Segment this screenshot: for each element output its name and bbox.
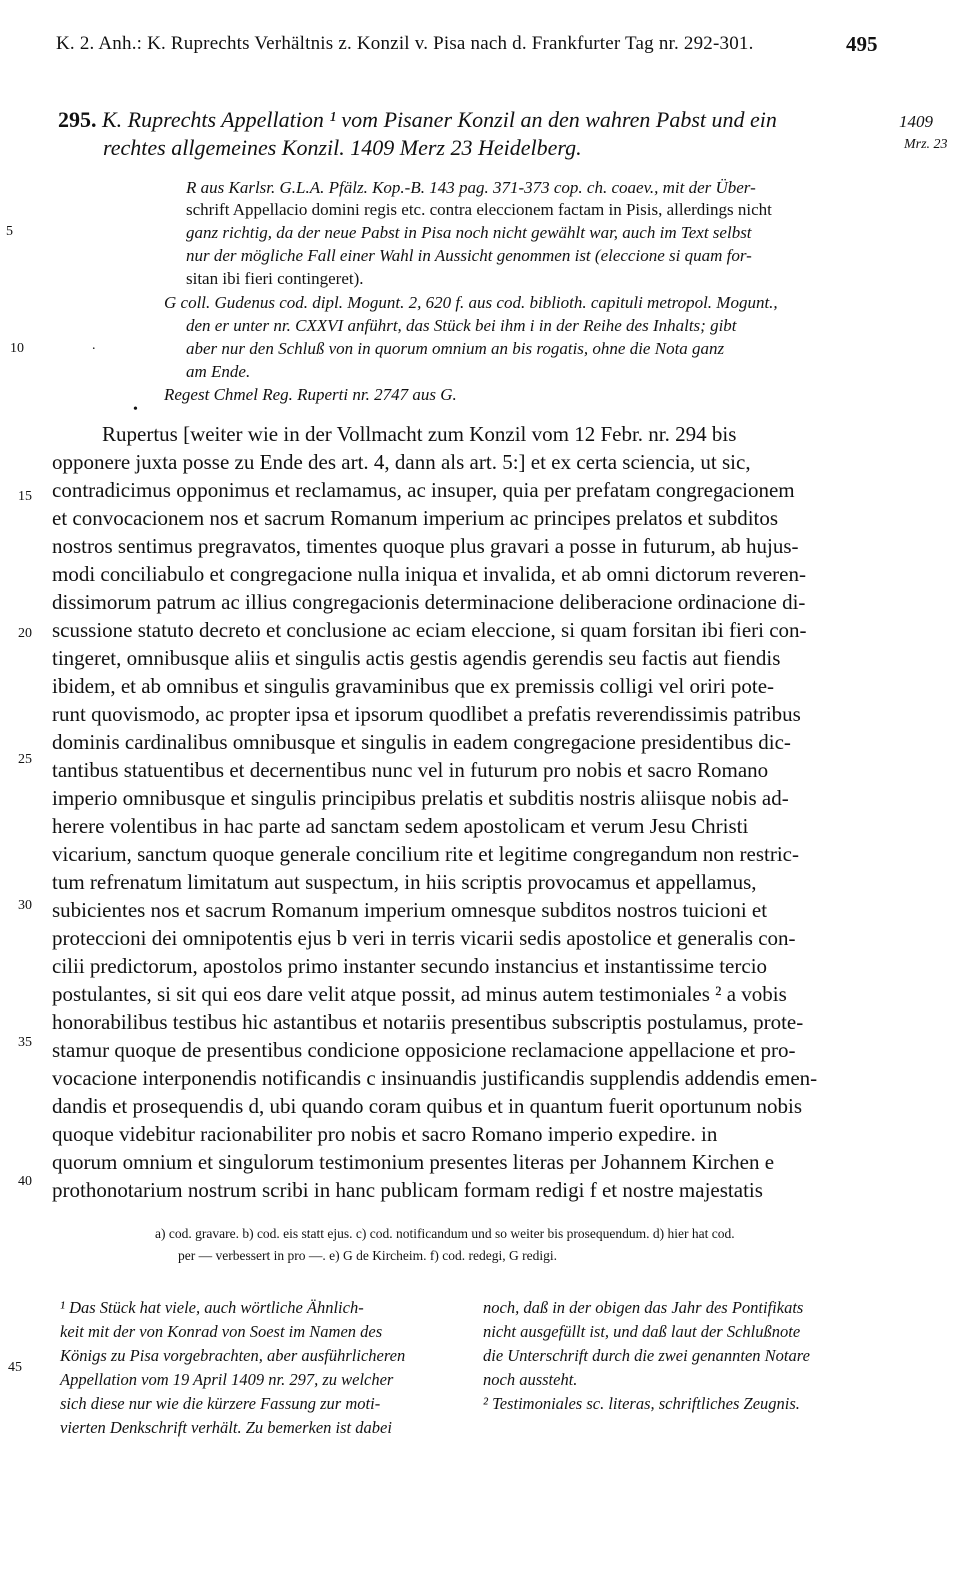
footnote-line: keit mit der von Konrad von Soest im Namen des (60, 1322, 383, 1341)
body-line: opponere juxta posse zu Ende des art. 4, dann als art. 5:] et ex certa sciencia, ut sic, (52, 450, 751, 474)
footnote-line: die Unterschrift durch die zwei genannten Notare (483, 1346, 810, 1365)
body-line: vicarium, sanctum quoque generale concilium rite et legitime congregandum non restric- (52, 842, 799, 866)
body-line: nostros sentimus pregravatos, timentes quoque plus gravari a posse in futurum, ab hujus- (52, 534, 799, 558)
body-line: tingeret, omnibusque aliis et singulis actis gestis agendis gerendis seu factis aut fiendis (52, 646, 781, 670)
body-line: tum refrenatum limitatum aut suspectum, in hiis scriptis provocamus et appellamus, (52, 870, 757, 894)
body-line: prothonotarium nostrum scribi in hanc publicam formam redigi f et nostre majestatis (52, 1178, 763, 1202)
line-number: 25 (18, 752, 32, 767)
body-line: runt quovismodo, ac propter ipsa et ipsorum quodlibet a prefatis reverendissimis patribus (52, 702, 801, 726)
body-line: dandis et prosequendis d, ubi quando coram quibus et in quantum fuerit oportunum nobis (52, 1094, 803, 1118)
line-number: 35 (18, 1035, 32, 1050)
textual-note: per — verbessert in pro —. e) G de Kircheim. f) cod. redegi, G redigi. (178, 1248, 557, 1263)
page-number: 495 (846, 32, 878, 56)
body-line: cilii predictorum, apostolos primo instanter secundo instancius et instantissime tercio (52, 954, 768, 978)
line-number: 20 (18, 626, 32, 641)
stray-mark: • (133, 402, 138, 417)
footnote-line: ¹ Das Stück hat viele, auch wörtliche Ähnlich- (60, 1298, 364, 1317)
title-text-1: K. Ruprechts Appellation ¹ vom Pisaner Konzil an den wahren Pabst und ein (102, 107, 777, 132)
footnote-line: vierten Denkschrift verhält. Zu bemerken ist dabei (60, 1418, 392, 1437)
line-number: 30 (18, 898, 32, 913)
footnote-line: noch, daß in der obigen das Jahr des Pontifikats (483, 1298, 804, 1317)
line-number: 40 (18, 1174, 32, 1189)
body-line: et convocacionem nos et sacrum Romanum imperium ac principes prelatos et subditos (52, 506, 779, 530)
line-number: 5 (6, 224, 13, 239)
line-number: 45 (8, 1360, 22, 1375)
body-line: vocacione interponendis notificandis c insinuandis justificandis supplendis addendis emen- (52, 1066, 818, 1090)
body-line: dissimorum patrum ac illius congregacionis determinacione deliberacione ordinacione di- (52, 590, 806, 614)
textual-note: a) cod. gravare. b) cod. eis statt ejus. c) cod. notificandum und so weiter bis prosequendum. d) hier hat cod. (155, 1226, 735, 1241)
body-line: modi conciliabulo et congregacione nulla iniqua et invalida, et ab omni dictorum reveren- (52, 562, 806, 586)
footnote-line: Königs zu Pisa vorgebrachten, aber ausführlicheren (60, 1346, 406, 1365)
body-line: quorum omnium et singulorum testimonium presentes literas per Johannem Kirchen e (52, 1150, 775, 1174)
source-line: G coll. Gudenus cod. dipl. Mogunt. 2, 620 f. aus cod. biblioth. capituli metropol. Mogunt., (164, 293, 778, 312)
source-line: den er unter nr. CXXVI anführt, das Stück bei ihm i in der Reihe des Inhalts; gibt (186, 316, 737, 335)
document-number: 295. (58, 107, 97, 132)
margin-year: 1409 (899, 112, 933, 131)
source-line: nur der mögliche Fall einer Wahl in Aussicht genommen ist (eleccione si quam for- (186, 246, 752, 265)
source-line: schrift Appellacio domini regis etc. contra eleccionem factam in Pisis, allerdings nicht (186, 200, 772, 219)
footnote-line: nicht ausgefüllt ist, und daß laut der Schlußnote (483, 1322, 801, 1341)
body-line: scussione statuto decreto et conclusione ac eciam eleccione, si quam forsitan ibi fieri con- (52, 618, 807, 642)
regest-line: Regest Chmel Reg. Ruperti nr. 2747 aus G. (164, 385, 457, 404)
body-line: contradicimus opponimus et reclamamus, ac insuper, quia per prefatam congregacionem (52, 478, 795, 502)
body-line: herere volentibus in hac parte ad sanctam sedem apostolicam et verum Jesu Christi (52, 814, 749, 838)
source-line: am Ende. (186, 362, 251, 381)
margin-date: Mrz. 23 (904, 137, 948, 152)
line-number: 10 (10, 341, 24, 356)
body-line: honorabilibus testibus hic astantibus et notariis presentibus subscriptis postulamus, prote- (52, 1010, 804, 1034)
stray-mark: . (92, 338, 96, 353)
footnote-line: Appellation vom 19 April 1409 nr. 297, zu welcher (60, 1370, 394, 1389)
source-line: ganz richtig, da der neue Pabst in Pisa noch nicht gewählt war, auch im Text selbst (186, 223, 752, 242)
footnote-line: noch aussteht. (483, 1370, 578, 1389)
body-line: ibidem, et ab omnibus et singulis gravaminibus que ex premissis colligi vel oriri pote- (52, 674, 775, 698)
body-line: proteccioni dei omnipotentis ejus b veri in terris vicarii sedis apostolice et generalis con- (52, 926, 796, 950)
footnote-line: sich diese nur wie die kürzere Fassung zur moti- (60, 1394, 381, 1413)
body-line: imperio omnibusque et singulis principibus prelatis et subditis nostris aliisque nobis ad- (52, 786, 789, 810)
document-title-line-2: rechtes allgemeines Konzil. 1409 Merz 23 Heidelberg. (103, 135, 582, 160)
document-title-line-1 (58, 107, 777, 133)
body-line: quoque videbitur racionabiliter pro nobis et sacro Romano imperio expedire. in (52, 1122, 718, 1146)
footnote-line: ² Testimoniales sc. literas, schriftliches Zeugnis. (483, 1394, 800, 1413)
running-header: K. 2. Anh.: K. Ruprechts Verhältnis z. Konzil v. Pisa nach d. Frankfurter Tag nr. 292-301. (56, 33, 754, 54)
body-line: subicientes nos et sacrum Romanum imperium omnesque subditos nostros tuicioni et (52, 898, 768, 922)
line-number: 15 (18, 489, 32, 504)
body-line: dominis cardinalibus omnibusque et singulis in eadem congregacione presidentibus dic- (52, 730, 791, 754)
source-line: sitan ibi fieri contingeret). (186, 269, 364, 288)
body-line: Rupertus [weiter wie in der Vollmacht zum Konzil vom 12 Febr. nr. 294 bis (102, 422, 737, 446)
body-line: stamur quoque de presentibus condicione opposicione reclamacione appellacione et pro- (52, 1038, 796, 1062)
body-line: postulantes, si sit qui eos dare velit atque possit, ad minus autem testimoniales ² a vobis (52, 982, 787, 1006)
source-line: aber nur den Schluß von in quorum omnium an bis rogatis, ohne die Nota ganz (186, 339, 725, 358)
body-line: tantibus statuentibus et decernentibus nunc vel in futurum pro nobis et sacro Romano (52, 758, 769, 782)
source-line: R aus Karlsr. G.L.A. Pfälz. Kop.-B. 143 pag. 371-373 cop. ch. coaev., mit der Über- (186, 178, 756, 197)
